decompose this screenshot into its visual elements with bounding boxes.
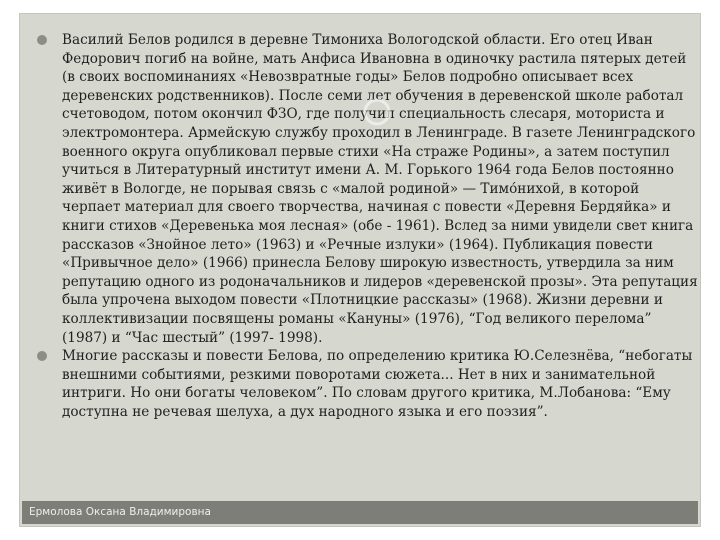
footer-bar: [22, 501, 698, 524]
ring-decoration-icon: [362, 97, 392, 127]
bullet-paragraph-1: [34, 31, 700, 347]
footer-author: Ермолова Оксана Владимировна: [29, 506, 211, 518]
slide: [19, 13, 701, 527]
bullet-paragraph-2: [34, 347, 700, 421]
slide-content: [34, 31, 700, 421]
paragraph-text: Многие рассказы и повести Белова, по определению критика Ю.Селезнёва, “небогаты внешними событиями, резкими поворотами сюжета... Нет в них и занимательной интриги. Но они богаты человеком”. По словам другого критика, М.Лобанова: “Ему доступна не речевая шелуха, а дух народного языка и его поэзия”.: [62, 348, 693, 420]
paragraph-text: Василий Белов родился в деревне Тимониха Вологодской области. Его отец Иван Федорович погиб на войне, мать Анфиса Ивановна в одиночку растила пятерых детей (в своих воспоминаниях «Невозвратные годы» Белов подробно описывает всех деревенских родственников). После семи лет обучения в деревенской школе работал счетоводом, потом окончил ФЗО, где получил специальность слесаря, моториста и электромонтера. Армейскую службу проходил в Ленинграде. В газете Ленинградского военного округа опубликовал первые стихи «На страже Родины», а затем поступил учиться в Литературный институт имени А. М. Горького 1964 года Белов постоянно живёт в Вологде, не порывая связь с «малой родиной» — Тимо́нихой, в которой черпает материал для своего творчества, начиная с повести «Деревня Бердяйка» и книги стихов «Деревенька моя лесная» (обе - 1961). Вслед за ними увидели свет книга рассказов «Знойное лето» (1963) и «Речные излуки» (1964). Публикация повести «Привычное дело» (1966) принесла Белову широкую известность, утвердила за ним репутацию одного из родоначальников и лидеров «деревенской прозы». Эта репутация была упрочена выходом повести «Плотницкие рассказы» (1968). Жизни деревни и коллективизации посвящены романы «Кануны» (1976), “Год великого перелома” (1987) и “Час шестый” (1997- 1998).: [62, 32, 698, 346]
bullet-icon: [37, 35, 47, 45]
bullet-icon: [37, 351, 47, 361]
